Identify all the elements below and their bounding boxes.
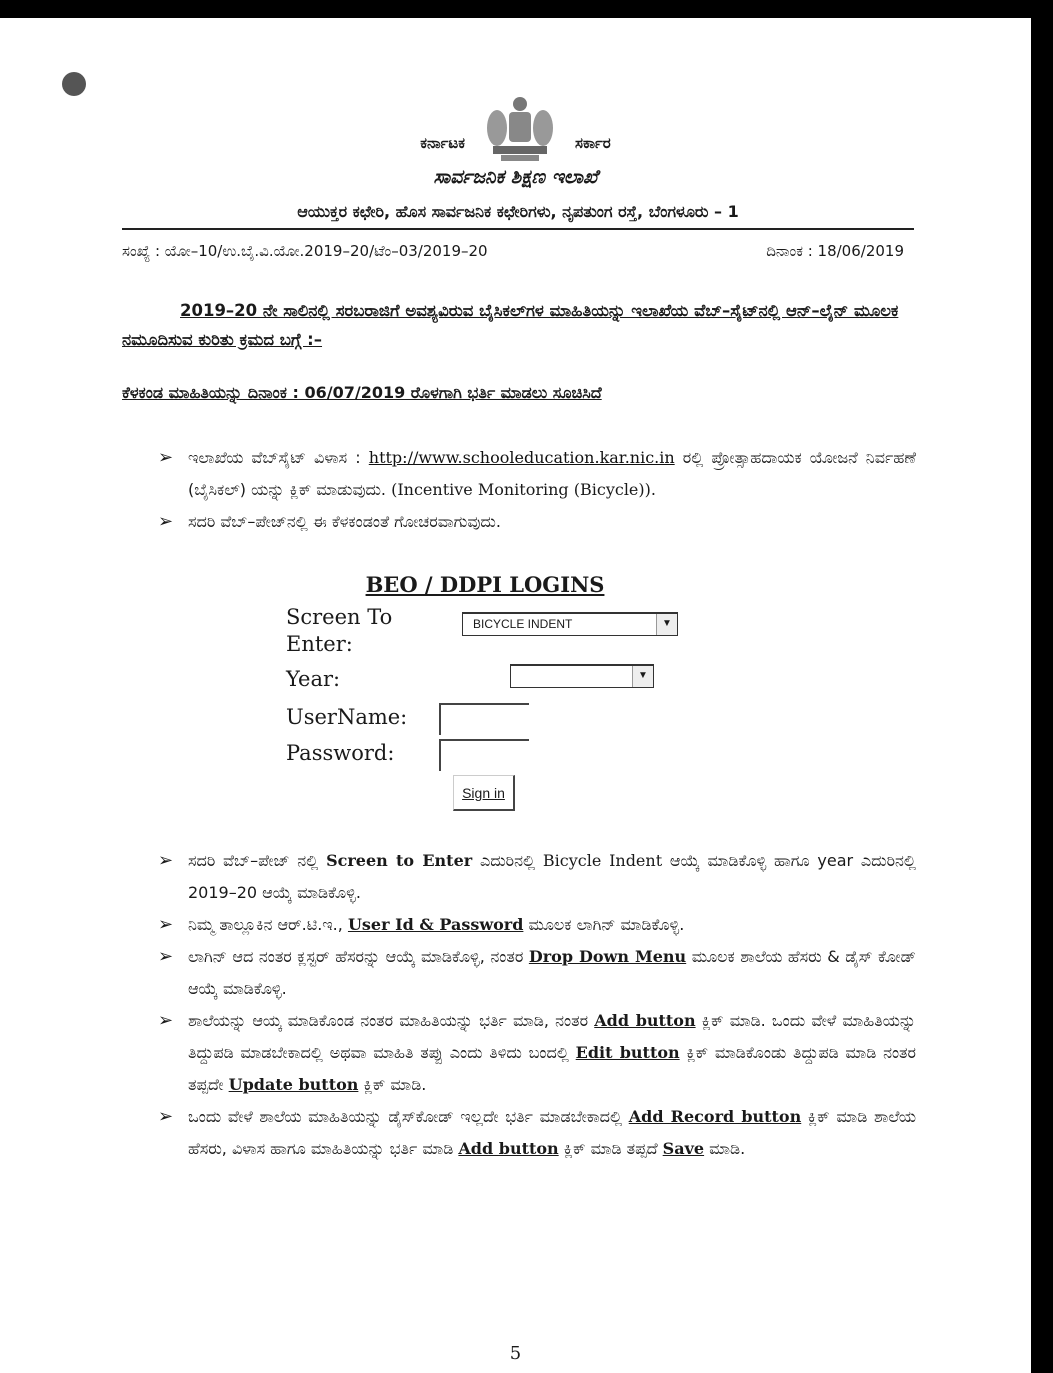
list-item: ➢ ಲಾಗಿನ್ ಆದ ನಂತರ ಕ್ಲಸ್ಟರ್ ಹೆಸರನ್ನು ಆಯ್ಕೆ ಮಾಡಿಕೊಳ್ಳಿ, ನಂತರ Drop Down Menu ಮೂಲಕ ಶಾಲೆಯ ಹೆಸರು & ಡೈಸ್ ಕೋಡ್ ಆಯ್ಕೆ ಮಾಡಿಕೊಳ್ಳಿ. [158,941,916,1005]
subject-line: 2019–20 ನೇ ಸಾಲಿನಲ್ಲಿ ಸರಬರಾಜಿಗೆ ಅವಶ್ಯವಿರುವ ಬೈಸಿಕಲ್‌ಗಳ ಮಾಹಿತಿಯನ್ನು ಇಲಾಖೆಯ ವೆಬ್–ಸೈಟ್‌ನಲ್ಲಿ ಆನ್–ಲೈನ್ ಮೂಲಕ ನಮೂದಿಸುವ ಕುರಿತು ಕ್ರಮದ ಬಗ್ಗೆ :– [122,301,899,349]
login-title: BEO / DDPI LOGINS [365,572,605,597]
letterhead [0,92,1031,188]
department-name: ಸಾರ್ವಜನಿಕ ಶಿಕ್ಷಣ ಇಲಾಖೆ [433,166,598,188]
screen-label: Screen To Enter: [286,605,393,656]
instructions-top [158,442,916,538]
list-item: ➢ ಸದರಿ ವೆಬ್–ಪೇಜ್ ನಲ್ಲಿ Screen to Enter ಎದುರಿನಲ್ಲಿ Bicycle Indent ಆಯ್ಕೆ ಮಾಡಿಕೊಳ್ಳಿ ಹಾಗೂ year ಎದುರಿನಲ್ಲಿ 2019–20 ಆಯ್ಕೆ ಮಾಡಿಕೊಳ್ಳಿ. [158,845,916,909]
reference-row [122,242,904,260]
chevron-down-icon: ▼ [632,666,653,687]
top-scan-border [0,0,1053,18]
screen-select[interactable]: BICYCLE INDENT ▼ [462,612,678,636]
list-item: ➢ ಒಂದು ವೇಳೆ ಶಾಲೆಯ ಮಾಹಿತಿಯನ್ನು ಡೈಸ್‌ಕೋಡ್ ಇಲ್ಲದೇ ಭರ್ತಿ ಮಾಡಬೇಕಾದಲ್ಲಿ Add Record button ಕ್ಲಿಕ್ ಮಾಡಿ ಶಾಲೆಯ ಹೆಸರು, ವಿಳಾಸ ಹಾಗೂ ಮಾಹಿತಿಯನ್ನು ಭರ್ತಿ ಮಾಡಿ Add button ಕ್ಲಿಕ್ ಮಾಡಿ ತಪ್ಪದೆ Save ಮಾಡಿ. [158,1101,916,1165]
deadline-notice: ಕೆಳಕಂಡ ಮಾಹಿತಿಯನ್ನು ದಿನಾಂಕ : 06/07/2019 ರೊಳಗಾಗಿ ಭರ್ತಿ ಮಾಡಲು ಸೂಚಿಸಿದೆ [122,383,602,402]
username-label: UserName: [286,705,408,729]
state-emblem-icon [479,92,561,164]
password-label: Password: [286,741,395,765]
year-select[interactable] [510,664,654,688]
list-item: ➢ ಶಾಲೆಯನ್ನು ಆಯ್ಕ ಮಾಡಿಕೊಂಡ ನಂತರ ಮಾಹಿತಿಯನ್ನು ಭರ್ತಿ ಮಾಡಿ, ನಂತರ Add button ಕ್ಲಿಕ್ ಮಾಡಿ. ಒಂದು ವೇಳೆ ಮಾಹಿತಿಯನ್ನು ತಿದ್ದುಪಡಿ ಮಾಡಬೇಕಾದಲ್ಲಿ ಅಥವಾ ಮಾಹಿತಿ ತಪ್ಪು ಎಂದು ತಿಳಿದು ಬಂದಲ್ಲಿ Edit button ಕ್ಲಿಕ್ ಮಾಡಿಕೊಂಡು ತಿದ್ದುಪಡಿ ಮಾಡಿ ನಂತರ ತಪ್ಪದೇ Update button ಕ್ಲಿಕ್ ಮಾಡಿ. [158,1005,916,1101]
chevron-down-icon: ▼ [656,614,677,635]
list-item: ➢ ನಿಮ್ಮ ತಾಲ್ಲೂಕಿನ ಆರ್.ಟಿ.ಇ., User Id & Password ಮೂಲಕ ಲಾಗಿನ್ ಮಾಡಿಕೊಳ್ಳಿ. [158,909,916,941]
page-number: 5 [509,1343,522,1364]
year-label: Year: [286,667,341,691]
gov-left-text: ಕರ್ನಾಟಕ [420,134,465,152]
list-item: ➢ ಇಲಾಖೆಯ ವೆಬ್‌ಸೈಟ್ ವಿಳಾಸ : http://www.schooleducation.kar.nic.in ರಲ್ಲಿ ಪ್ರೋತ್ಸಾಹದಾಯಕ ಯೋಜನೆ ನಿರ್ವಹಣೆ (ಬೈಸಿಕಲ್) ಯನ್ನು ಕ್ಲಿಕ್ ಮಾಡುವುದು. (Incentive Monitoring (Bicycle)). [158,442,916,506]
password-input[interactable] [439,739,529,771]
list-item: ➢ ಸದರಿ ವೆಬ್–ಪೇಜ್‌ನಲ್ಲಿ ಈ ಕೆಳಕಂಡಂತೆ ಗೋಚರವಾಗುವುದು. [158,506,916,538]
instructions-bottom [158,845,916,1165]
office-address: ಆಯುಕ್ತರ ಕಛೇರಿ, ಹೊಸ ಸಾರ್ವಜನಿಕ ಕಛೇರಿಗಳು, ನೃಪತುಂಗ ರಸ್ತೆ, ಬೆಂಗಳೂರು – 1 [122,202,914,230]
username-input[interactable] [439,703,529,735]
website-link[interactable]: http://www.schooleducation.kar.nic.in [368,448,675,467]
gov-right-text: ಸರ್ಕಾರ [574,134,611,152]
sign-in-button[interactable]: Sign in [453,775,515,811]
right-scan-border [1031,0,1053,1373]
reference-number: ಸಂಖ್ಯೆ : ಯೋ–10/ಉ.ಬೈ.ವಿ.ಯೋ.2019–20/ಟೆಂ–03/2019–20 [122,242,488,260]
login-form [270,572,710,801]
letter-date: ದಿನಾಂಕ : 18/06/2019 [766,242,904,260]
